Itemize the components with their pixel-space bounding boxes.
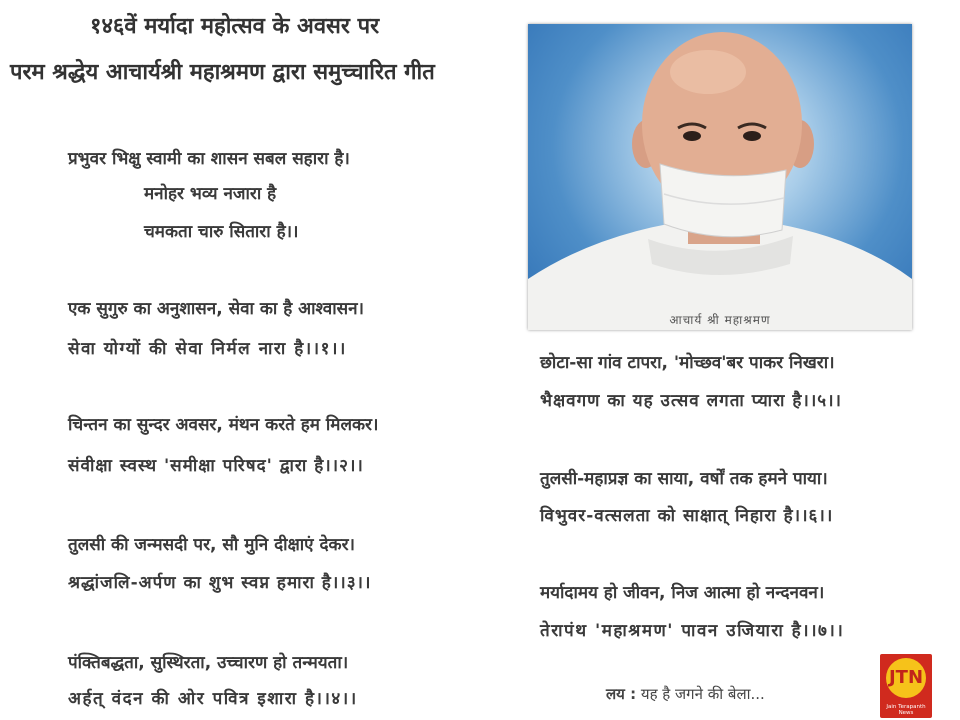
stanza-4-line-b: अर्हत् वंदन की ओर पवित्र इशारा है।।४।। bbox=[68, 689, 358, 709]
refrain-line-3: चमकता चारु सितारा है।। bbox=[144, 222, 299, 242]
stanza-1-line-b: सेवा योग्यों की सेवा निर्मल नारा है।।१।। bbox=[68, 339, 347, 359]
stanza-3-line-a: तुलसी की जन्मसदी पर, सौ मुनि दीक्षाएं देकर। bbox=[68, 535, 355, 555]
stanza-6-line-a: तुलसी-महाप्रज्ञ का साया, वर्षों तक हमने पाया। bbox=[540, 469, 828, 489]
stanza-6-line-b: विभुवर-वत्सलता को साक्षात् निहारा है।।६।। bbox=[540, 506, 834, 526]
title-line-2: परम श्रद्धेय आचार्यश्री महाश्रमण द्वारा समुच्चारित गीत bbox=[10, 60, 435, 85]
stanza-1-line-a: एक सुगुरु का अनुशासन, सेवा का है आश्वासन। bbox=[68, 299, 365, 319]
tune-text: यह है जगने की बेला... bbox=[640, 685, 765, 703]
portrait-illustration bbox=[528, 24, 912, 330]
stanza-5-line-b: भैक्षवगण का यह उत्सव लगता प्यारा है।।५।। bbox=[540, 391, 842, 411]
jtn-logo bbox=[880, 654, 932, 718]
refrain-line-1: प्रभुवर भिक्षु स्वामी का शासन सबल सहारा है। bbox=[68, 149, 350, 169]
photo-caption: आचार्य श्री महाश्रमण bbox=[669, 313, 771, 327]
stanza-7-line-b: तेरापंथ 'महाश्रमण' पावन उजियारा है।।७।। bbox=[540, 621, 845, 641]
refrain-line-2: मनोहर भव्य नजारा है bbox=[144, 184, 277, 204]
stanza-2-line-b: संवीक्षा स्वस्थ 'समीक्षा परिषद' द्वारा है।।२।। bbox=[68, 456, 364, 476]
stanza-4-line-a: पंक्तिबद्धता, सुस्थिरता, उच्चारण हो तन्मयता। bbox=[68, 653, 349, 673]
stanza-2-line-a: चिन्तन का सुन्दर अवसर, मंथन करते हम मिलकर। bbox=[68, 415, 379, 435]
acharya-photo bbox=[528, 24, 912, 330]
stanza-5-line-a: छोटा-सा गांव टापरा, 'मोच्छव'बर पाकर निखरा। bbox=[540, 353, 835, 373]
stanza-7-line-a: मर्यादामय हो जीवन, निज आत्मा हो नन्दनवन। bbox=[540, 583, 825, 603]
tune-label: लय : bbox=[606, 685, 637, 703]
jtn-logo-text: Jain Terapanth News bbox=[886, 704, 926, 716]
tune-note bbox=[606, 684, 765, 704]
title-line-1: १४६वें मर्यादा महोत्सव के अवसर पर bbox=[90, 14, 380, 39]
stanza-3-line-b: श्रद्धांजलि-अर्पण का शुभ स्वप्न हमारा है।।३।। bbox=[68, 573, 372, 593]
jtn-logo-mark: JTN bbox=[886, 658, 926, 698]
